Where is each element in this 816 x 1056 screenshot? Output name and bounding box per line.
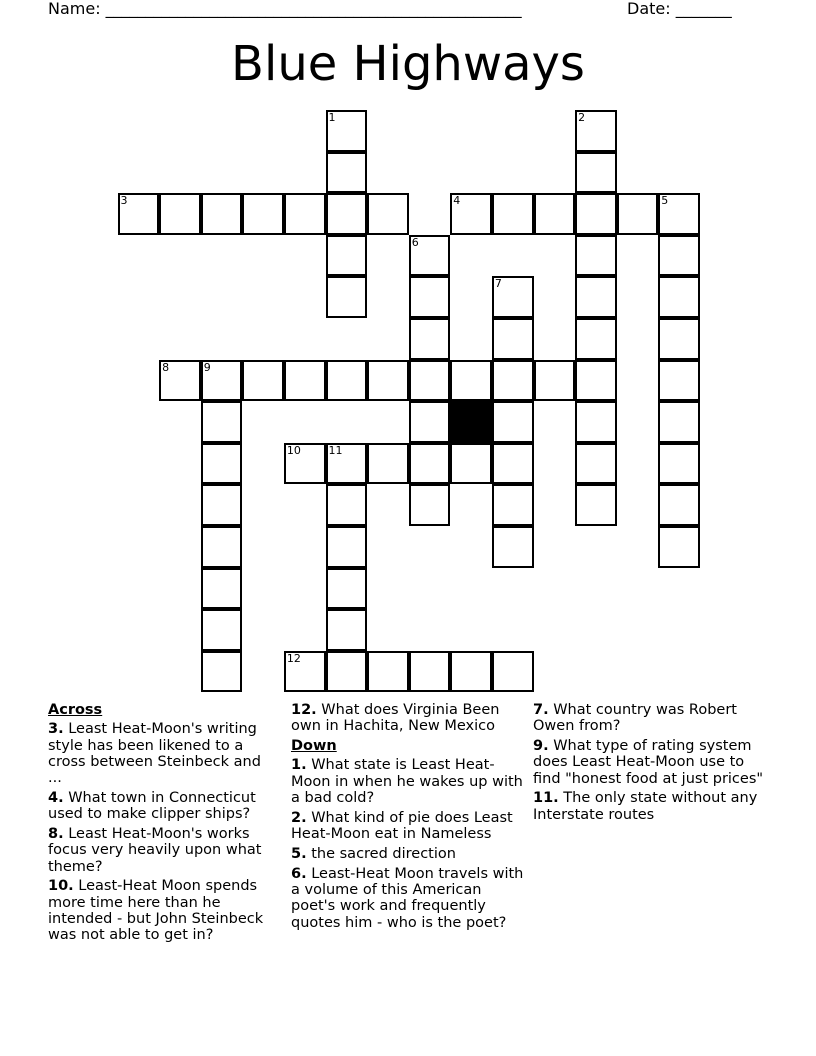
clue-number: 10 — [286, 443, 301, 457]
grid-cell[interactable] — [409, 484, 451, 526]
grid-cell[interactable] — [409, 318, 451, 360]
grid-cell[interactable] — [326, 526, 368, 568]
clue-down-1: 1. What state is Least Heat-Moon in when he wakes up with a bad cold? — [291, 757, 523, 806]
clues-column-3 — [533, 702, 773, 827]
grid-cell[interactable] — [201, 193, 243, 235]
clue-number: 11 — [328, 443, 343, 457]
grid-cell[interactable] — [201, 651, 243, 693]
grid-cell[interactable] — [575, 193, 617, 235]
black-cell — [450, 401, 492, 443]
clue-down-9: 9. What type of rating system does Least Heat-Moon use to find "honest food at just prices" — [533, 738, 764, 787]
name-line: Name: ____________________________________________________ — [48, 0, 522, 18]
grid-cell[interactable] — [492, 276, 534, 318]
grid-cell[interactable] — [617, 193, 659, 235]
grid-cell[interactable] — [284, 651, 326, 693]
across-heading: Across — [48, 702, 103, 718]
grid-cell[interactable] — [492, 484, 534, 526]
clue-number: 3 — [120, 194, 128, 208]
grid-cell[interactable] — [450, 360, 492, 402]
grid-cell[interactable] — [492, 401, 534, 443]
clue-number: 1 — [328, 111, 336, 124]
grid-cell[interactable] — [409, 651, 451, 693]
grid-cell[interactable] — [201, 401, 243, 443]
grid-cell[interactable] — [159, 193, 201, 235]
grid-cell[interactable] — [658, 443, 700, 485]
grid-cell[interactable] — [201, 526, 243, 568]
clue-down-7: 7. What country was Robert Owen from? — [533, 702, 737, 735]
clue-number: 7 — [494, 277, 502, 291]
grid-cell[interactable] — [284, 443, 326, 485]
grid-cell[interactable] — [284, 193, 326, 235]
grid-cell[interactable] — [367, 360, 409, 402]
grid-cell[interactable] — [658, 235, 700, 277]
grid-cell[interactable] — [575, 110, 617, 152]
grid-cell[interactable] — [575, 235, 617, 277]
clue-down-6: 6. Least-Heat Moon travels with a volume of this American poet's work and frequently quotes him - who is the poet? — [291, 865, 524, 931]
clue-number: 12 — [286, 651, 301, 665]
grid-cell[interactable] — [242, 193, 284, 235]
grid-cell[interactable] — [575, 318, 617, 360]
grid-cell[interactable] — [575, 152, 617, 194]
grid-cell[interactable] — [492, 193, 534, 235]
puzzle-title: Blue Highways — [231, 36, 585, 92]
grid-cell[interactable] — [284, 360, 326, 402]
grid-cell[interactable] — [492, 318, 534, 360]
grid-cell[interactable] — [658, 484, 700, 526]
grid-cell[interactable] — [492, 526, 534, 568]
grid-cell[interactable] — [201, 360, 243, 402]
clue-across-8: 8. Least Heat-Moon's works focus very heavily upon what theme? — [48, 826, 262, 875]
clue-across-12: 12. What does Virginia Been own in Hachita, New Mexico — [291, 702, 500, 735]
grid-cell[interactable] — [201, 484, 243, 526]
clue-across-4: 4. What town in Connecticut used to make clipper ships? — [48, 789, 256, 823]
clues-column-1 — [48, 702, 276, 947]
grid-cell[interactable] — [326, 568, 368, 610]
grid-cell[interactable] — [409, 235, 451, 277]
grid-cell[interactable] — [658, 401, 700, 443]
grid-cell[interactable] — [450, 651, 492, 693]
clue-down-11: 11. The only state without any Interstate routes — [533, 790, 758, 823]
clue-number: 9 — [203, 360, 211, 374]
clue-number: 4 — [453, 194, 461, 208]
grid-cell[interactable] — [534, 193, 576, 235]
grid-cell[interactable] — [575, 401, 617, 443]
grid-cell[interactable] — [409, 360, 451, 402]
grid-cell[interactable] — [326, 235, 368, 277]
clue-number: 2 — [578, 111, 586, 124]
date-line: Date: _______ — [627, 0, 732, 18]
grid-cell[interactable] — [658, 526, 700, 568]
grid-cell[interactable] — [575, 484, 617, 526]
grid-cell[interactable] — [450, 443, 492, 485]
grid-cell[interactable] — [492, 360, 534, 402]
grid-cell[interactable] — [409, 401, 451, 443]
grid-cell[interactable] — [326, 443, 368, 485]
grid-cell[interactable] — [326, 276, 368, 318]
grid-cell[interactable] — [326, 110, 368, 152]
grid-cell[interactable] — [201, 609, 243, 651]
clue-number: 8 — [162, 360, 170, 374]
grid-cell[interactable] — [367, 651, 409, 693]
grid-cell[interactable] — [159, 360, 201, 402]
grid-cell[interactable] — [367, 443, 409, 485]
grid-cell[interactable] — [242, 360, 284, 402]
grid-cell[interactable] — [326, 484, 368, 526]
grid-cell[interactable] — [575, 443, 617, 485]
grid-cell[interactable] — [326, 360, 368, 402]
clue-number: 5 — [661, 194, 669, 208]
grid-cell[interactable] — [367, 193, 409, 235]
grid-cell[interactable] — [201, 568, 243, 610]
grid-cell[interactable] — [658, 318, 700, 360]
grid-cell[interactable] — [450, 193, 492, 235]
grid-cell[interactable] — [492, 651, 534, 693]
grid-cell[interactable] — [575, 360, 617, 402]
grid-cell[interactable] — [201, 443, 243, 485]
grid-cell[interactable] — [492, 443, 534, 485]
grid-cell[interactable] — [658, 360, 700, 402]
clues-column-2 — [291, 702, 525, 934]
grid-cell[interactable] — [534, 360, 576, 402]
clue-number: 6 — [411, 235, 419, 249]
grid-cell[interactable] — [118, 193, 160, 235]
grid-cell[interactable] — [409, 443, 451, 485]
grid-cell[interactable] — [575, 276, 617, 318]
grid-cell[interactable] — [326, 651, 368, 693]
grid-cell[interactable] — [409, 276, 451, 318]
grid-cell[interactable] — [326, 152, 368, 194]
grid-cell[interactable] — [658, 276, 700, 318]
clue-across-3: 3. Least Heat-Moon's writing style has been likened to a cross between Steinbeck and ... — [48, 721, 261, 787]
grid-cell[interactable] — [326, 193, 368, 235]
down-heading: Down — [291, 738, 337, 755]
clue-down-2: 2. What kind of pie does Least Heat-Moon eat in Nameless — [291, 809, 513, 843]
grid-cell[interactable] — [326, 609, 368, 651]
clue-across-10: 10. Least-Heat Moon spends more time here than he intended - but John Steinbeck was not able to get in? — [48, 878, 264, 944]
grid-cell[interactable] — [658, 193, 700, 235]
clue-down-5: 5. the sacred direction — [291, 845, 456, 862]
